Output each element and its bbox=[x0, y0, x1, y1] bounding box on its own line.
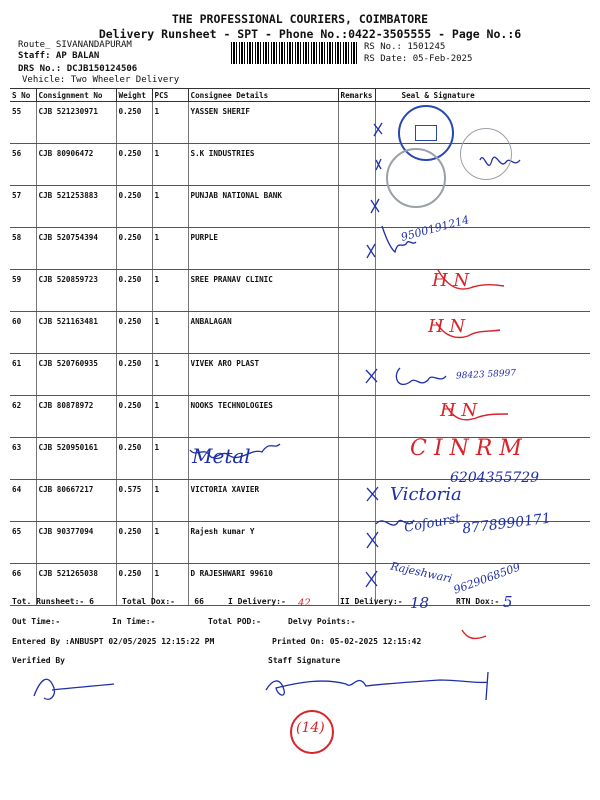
table-cell-pcs: 1 bbox=[152, 270, 188, 312]
rs-number: RS No.: 1501245 bbox=[364, 42, 446, 52]
table-cell-weight: 0.250 bbox=[116, 438, 152, 480]
table-cell-weight: 0.250 bbox=[116, 354, 152, 396]
cross-mark bbox=[366, 369, 377, 383]
delivery-points: Delvy Points:- bbox=[288, 617, 356, 626]
page-circle-number: (14) bbox=[296, 720, 325, 736]
stamp-icon bbox=[460, 128, 512, 180]
rtn-dox-value: 5 bbox=[503, 593, 513, 611]
cross-mark bbox=[367, 244, 375, 258]
table-cell-sno: 61 bbox=[10, 354, 36, 396]
handwritten-name: Cofourst bbox=[403, 511, 462, 536]
table-cell-sno: 63 bbox=[10, 438, 36, 480]
table-cell-cons: CJB 520950161 bbox=[36, 438, 116, 480]
table-cell-pcs: 1 bbox=[152, 522, 188, 564]
verified-signature bbox=[34, 679, 114, 699]
signature-61 bbox=[396, 368, 446, 384]
in-time: In Time:- bbox=[112, 617, 156, 626]
table-cell-pcs: 1 bbox=[152, 564, 188, 606]
handwritten-remark: Metal bbox=[192, 444, 251, 468]
table-cell-pcs: 1 bbox=[152, 480, 188, 522]
route-label: Route_ SIVANANDAPURAM bbox=[18, 40, 132, 50]
table-cell-cons: CJB 521163481 bbox=[36, 312, 116, 354]
cross-mark bbox=[376, 159, 381, 170]
cross-mark bbox=[366, 571, 377, 587]
table-cell-consignee: SREE PRANAV CLINIC bbox=[188, 270, 338, 312]
total-pod: Total POD:- bbox=[208, 617, 261, 626]
table-cell-cons: CJB 520760935 bbox=[36, 354, 116, 396]
drs-number: DRS No.: DCJB150124506 bbox=[18, 64, 138, 74]
table-cell-sno: 56 bbox=[10, 144, 36, 186]
table-cell-weight: 0.250 bbox=[116, 522, 152, 564]
table-cell-sno: 55 bbox=[10, 102, 36, 144]
verified-by-label: Verified By bbox=[12, 656, 65, 665]
column-header: Consignee Details bbox=[188, 89, 338, 102]
table-cell-cons: CJB 90377094 bbox=[36, 522, 116, 564]
handwritten-phone: 98423 58997 bbox=[455, 368, 517, 382]
table-cell-weight: 0.250 bbox=[116, 396, 152, 438]
table-cell-consignee: Rajesh kumar Y bbox=[188, 522, 338, 564]
table-cell-sno: 60 bbox=[10, 312, 36, 354]
table-cell-cons: CJB 520754394 bbox=[36, 228, 116, 270]
printed-on: Printed On: 05-02-2025 12:15:42 bbox=[272, 637, 422, 646]
table-cell-pcs: 1 bbox=[152, 102, 188, 144]
rs-date: RS Date: 05-Feb-2025 bbox=[364, 54, 473, 64]
out-time: Out Time:- bbox=[12, 617, 61, 626]
column-header: PCS bbox=[152, 89, 188, 102]
hn-underline bbox=[462, 630, 486, 638]
table-cell-consignee: PUNJAB NATIONAL BANK bbox=[188, 186, 338, 228]
column-header: Remarks bbox=[338, 89, 375, 102]
table-cell-consignee: NOOKS TECHNOLOGIES bbox=[188, 396, 338, 438]
rtn-dox-label: RTN Dox:- bbox=[456, 597, 500, 606]
i-delivery-label: I Delivery:- bbox=[228, 597, 286, 606]
handwritten-phone: 8778990171 bbox=[461, 510, 552, 538]
stamp-icon bbox=[386, 148, 446, 208]
table-cell-cons: CJB 520859723 bbox=[36, 270, 116, 312]
table-cell-consignee: PURPLE bbox=[188, 228, 338, 270]
table-cell-sno: 59 bbox=[10, 270, 36, 312]
vehicle-label: Vehicle: Two Wheeler Delivery bbox=[22, 75, 180, 85]
handwritten-name: Rajeshwari bbox=[389, 559, 454, 586]
table-cell-sno: 62 bbox=[10, 396, 36, 438]
table-cell-sno: 66 bbox=[10, 564, 36, 606]
handwritten-remark: H N bbox=[440, 400, 478, 421]
table-cell-consignee: VICTORIA XAVIER bbox=[188, 480, 338, 522]
staff-signature bbox=[266, 672, 488, 700]
cross-mark bbox=[374, 123, 382, 136]
table-cell-weight: 0.250 bbox=[116, 312, 152, 354]
table-cell-consignee: D RAJESHWARI 99610 bbox=[188, 564, 338, 606]
table-cell-cons: CJB 521253883 bbox=[36, 186, 116, 228]
table-cell-pcs: 1 bbox=[152, 354, 188, 396]
table-cell-consignee: ANBALAGAN bbox=[188, 312, 338, 354]
table-cell-pcs: 1 bbox=[152, 312, 188, 354]
table-cell-pcs: 1 bbox=[152, 396, 188, 438]
table-cell-pcs: 1 bbox=[152, 144, 188, 186]
table-cell-cons: CJB 80878972 bbox=[36, 396, 116, 438]
table-cell-weight: 0.250 bbox=[116, 186, 152, 228]
table-cell-sno: 64 bbox=[10, 480, 36, 522]
table-cell-cons: CJB 521265038 bbox=[36, 564, 116, 606]
staff-label: Staff: AP BALAN bbox=[18, 51, 100, 61]
handwritten-remark: C I N R M bbox=[410, 436, 522, 461]
entered-by: Entered By :ANBUSPT 02/05/2025 12:15:22 PM bbox=[12, 637, 215, 646]
table-cell-pcs: 1 bbox=[152, 228, 188, 270]
table-cell-cons: CJB 80906472 bbox=[36, 144, 116, 186]
table-cell-consignee: YASSEN SHERIF bbox=[188, 102, 338, 144]
handwritten-remark: H N bbox=[432, 270, 470, 291]
total-runsheet: Tot. Runsheet:- 6 bbox=[12, 597, 94, 606]
table-cell-sno: 57 bbox=[10, 186, 36, 228]
i-delivery-value: 42 bbox=[298, 598, 311, 609]
cross-mark bbox=[367, 487, 378, 501]
staff-signature-label: Staff Signature bbox=[268, 656, 341, 665]
handwritten-phone: 9629068509 bbox=[451, 560, 523, 597]
column-header: Consignment No bbox=[36, 89, 116, 102]
table-cell-cons: CJB 521230971 bbox=[36, 102, 116, 144]
column-header: Seal & Signature bbox=[375, 89, 590, 102]
table-cell-weight: 0.250 bbox=[116, 564, 152, 606]
column-header: Weight bbox=[116, 89, 152, 102]
ii-delivery-label: II Delivery:- bbox=[340, 597, 403, 606]
table-cell-weight: 0.250 bbox=[116, 228, 152, 270]
table-cell-sno: 65 bbox=[10, 522, 36, 564]
table-cell-weight: 0.250 bbox=[116, 144, 152, 186]
table-cell-consignee: S.K INDUSTRIES bbox=[188, 144, 338, 186]
ii-delivery-value: 18 bbox=[410, 594, 430, 612]
table-cell-weight: 0.250 bbox=[116, 270, 152, 312]
table-cell-weight: 0.575 bbox=[116, 480, 152, 522]
cross-mark bbox=[367, 532, 378, 548]
table-cell-pcs: 1 bbox=[152, 438, 188, 480]
company-title: THE PROFESSIONAL COURIERS, COIMBATORE bbox=[171, 12, 429, 26]
handwritten-name: Victoria bbox=[390, 484, 462, 505]
runsheet-title: Delivery Runsheet - SPT - Phone No.:0422-3505555 - Page No.:6 bbox=[98, 27, 522, 41]
handwritten-phone: 9500191214 bbox=[399, 213, 471, 244]
column-header: S No bbox=[10, 89, 36, 102]
table-cell-pcs: 1 bbox=[152, 186, 188, 228]
handwritten-phone: 6204355729 bbox=[450, 470, 540, 486]
table-cell-cons: CJB 80667217 bbox=[36, 480, 116, 522]
table-cell-weight: 0.250 bbox=[116, 102, 152, 144]
total-dox: Total Dox:- 66 bbox=[122, 597, 204, 606]
stamp-inner-icon bbox=[415, 125, 437, 141]
table-cell-consignee: VIVEK ARO PLAST bbox=[188, 354, 338, 396]
cross-mark bbox=[371, 199, 379, 213]
table-cell-sno: 58 bbox=[10, 228, 36, 270]
handwritten-remark: H N bbox=[428, 316, 466, 337]
